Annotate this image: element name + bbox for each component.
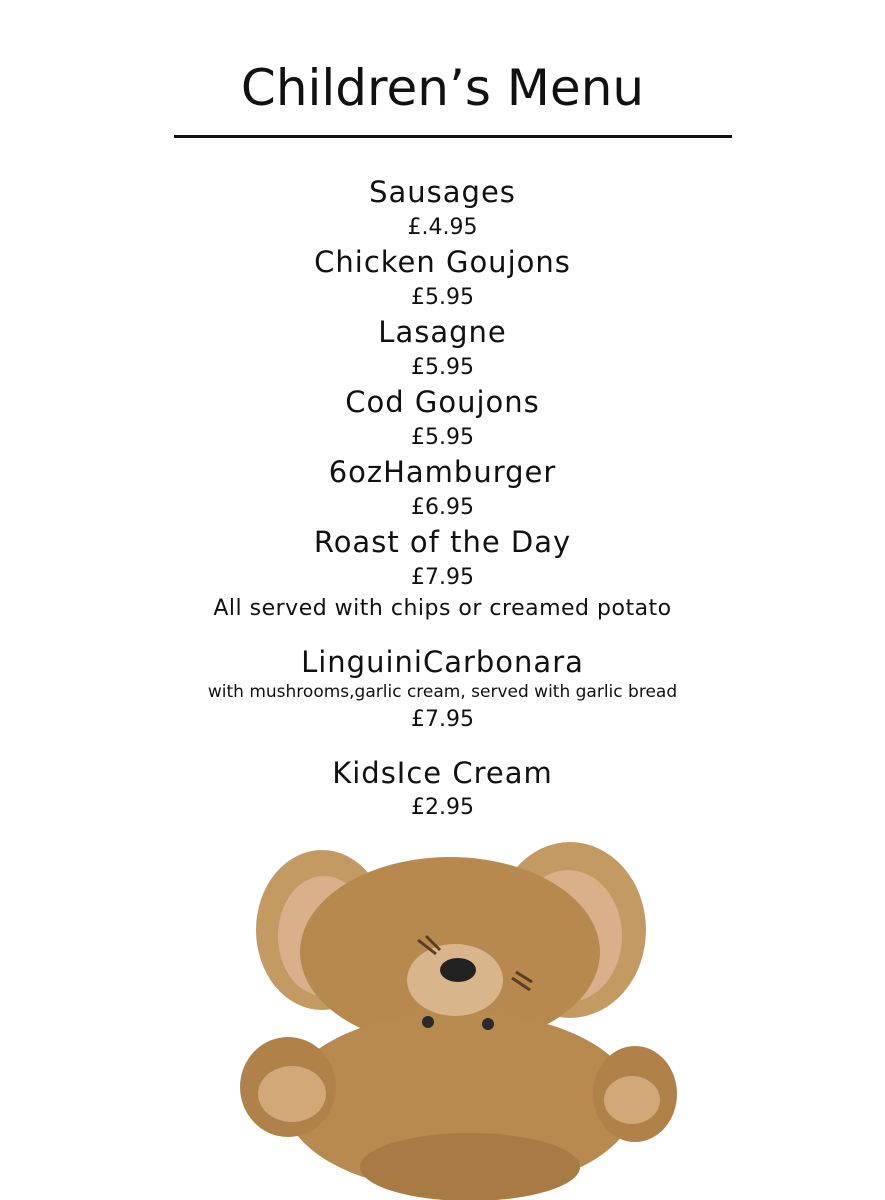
item-price: £5.95 xyxy=(411,355,474,380)
item-name: LinguiniCarbonara xyxy=(301,645,584,679)
item-name: KidsIce Cream xyxy=(332,756,553,790)
bear-eye-left xyxy=(422,1016,434,1028)
right-foot xyxy=(604,1076,660,1124)
bottom-arm xyxy=(360,1133,580,1200)
item-price: £.4.95 xyxy=(407,215,478,240)
title-divider xyxy=(174,135,732,138)
menu-title: Children’s Menu xyxy=(240,59,645,117)
item-price: £7.95 xyxy=(411,565,474,590)
item-description: with mushrooms,garlic cream, served with garlic bread xyxy=(207,682,678,702)
teddy-bear-image xyxy=(240,832,680,1200)
item-price: £5.95 xyxy=(411,425,474,450)
item-name: Cod Goujons xyxy=(345,385,540,419)
served-with-note: All served with chips or creamed potato xyxy=(213,596,672,621)
item-name: Lasagne xyxy=(378,315,507,349)
item-name: Roast of the Day xyxy=(313,525,572,559)
item-price: £5.95 xyxy=(411,285,474,310)
item-name: 6ozHamburger xyxy=(328,455,557,489)
item-price: £7.95 xyxy=(411,707,474,732)
bear-nose xyxy=(440,958,476,982)
left-foot xyxy=(258,1066,326,1122)
item-price: £6.95 xyxy=(411,495,474,520)
item-price: £2.95 xyxy=(411,795,474,820)
item-name: Chicken Goujons xyxy=(314,245,571,279)
bear-eye-right xyxy=(482,1018,494,1030)
item-name: Sausages xyxy=(369,175,516,209)
